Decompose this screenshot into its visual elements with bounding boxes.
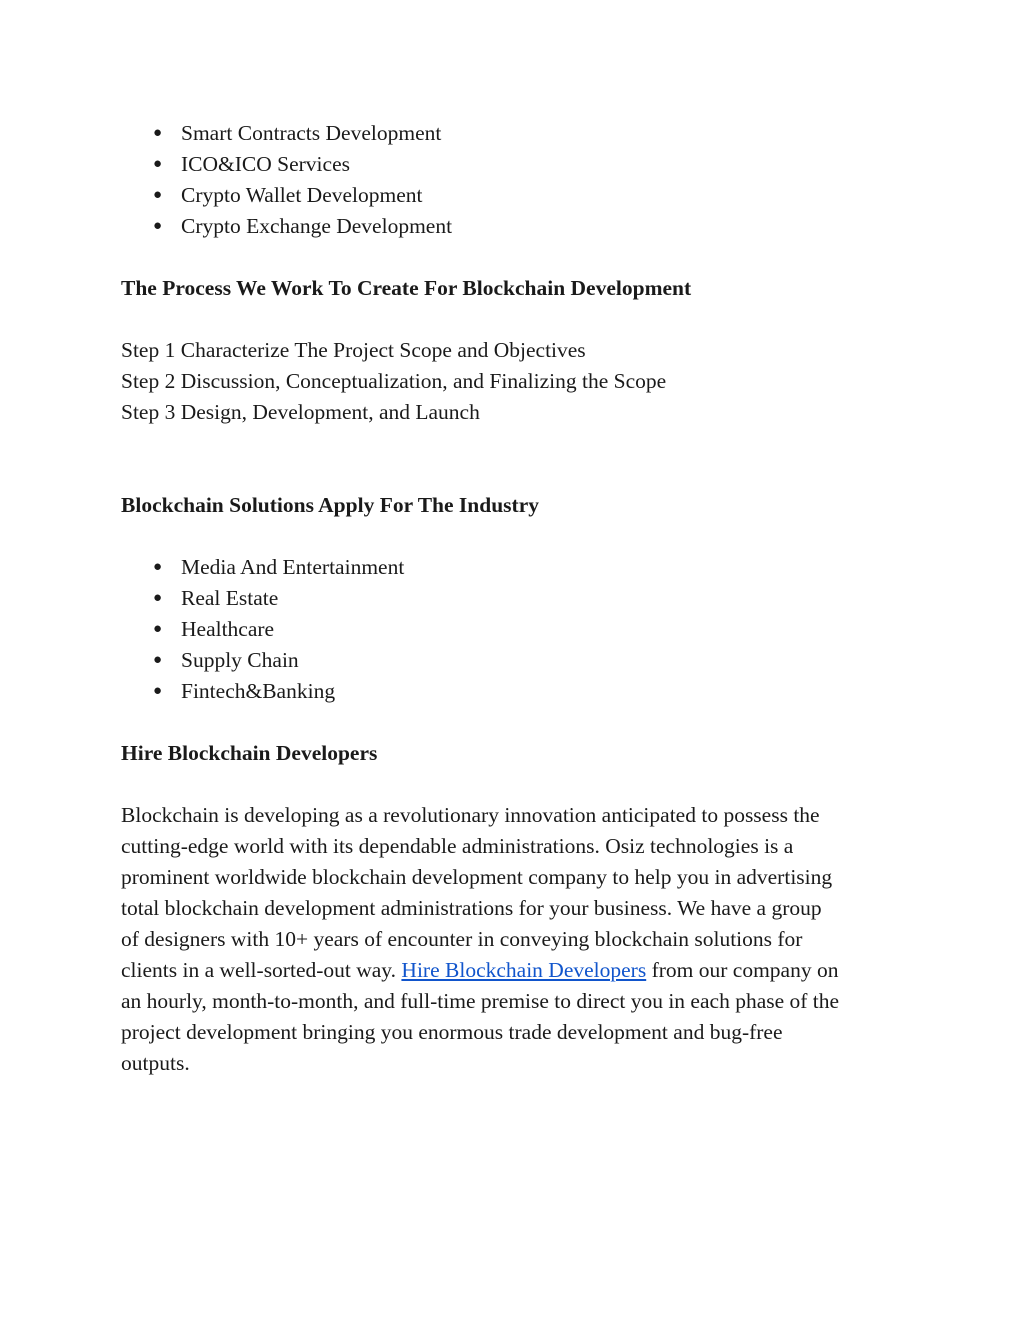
hire-developers-link[interactable]: Hire Blockchain Developers: [401, 958, 647, 982]
process-step: Step 1 Characterize The Project Scope and Objectives: [121, 338, 586, 362]
bullet-icon: ●: [153, 683, 163, 699]
paragraph-line: an hourly, month-to-month, and full-time premise to direct you in each phase of the: [121, 989, 840, 1013]
paragraph-line: prominent worldwide blockchain development company to help you in advertising: [121, 865, 833, 889]
paragraph-line: cutting-edge world with its dependable administrations. Osiz technologies is a: [121, 834, 794, 858]
hire-heading: Hire Blockchain Developers: [121, 741, 378, 765]
list-item: ● Healthcare: [121, 614, 911, 645]
hire-paragraph: [121, 800, 911, 1079]
paragraph-line: clients in a well-sorted-out way. Hire Blockchain Developers from our company on: [121, 958, 839, 982]
paragraph-line: total blockchain development administrations for your business. We have a group: [121, 896, 822, 920]
industry-list: [121, 552, 911, 707]
paragraph-line: Blockchain is developing as a revolutionary innovation anticipated to possess the: [121, 803, 820, 827]
paragraph-line: outputs.: [121, 1051, 190, 1075]
list-item: ● Fintech&Banking: [121, 676, 911, 707]
services-list: [121, 118, 911, 242]
process-step: Step 2 Discussion, Conceptualization, and Finalizing the Scope: [121, 369, 667, 393]
list-item: ● Smart Contracts Development: [121, 118, 911, 149]
paragraph-line: project development bringing you enormous trade development and bug-free: [121, 1020, 783, 1044]
bullet-icon: ●: [153, 218, 163, 234]
bullet-icon: ●: [153, 590, 163, 606]
bullet-icon: ●: [153, 187, 163, 203]
bullet-icon: ●: [153, 156, 163, 172]
list-item: ● Real Estate: [121, 583, 911, 614]
bullet-icon: ●: [153, 652, 163, 668]
list-item: ● Media And Entertainment: [121, 552, 911, 583]
list-item: ● Supply Chain: [121, 645, 911, 676]
process-steps: [121, 335, 911, 428]
paragraph-line: of designers with 10+ years of encounter in conveying blockchain solutions for: [121, 927, 803, 951]
process-heading: The Process We Work To Create For Blockchain Development: [121, 276, 692, 300]
list-item: ● Crypto Exchange Development: [121, 211, 911, 242]
bullet-icon: ●: [153, 621, 163, 637]
process-step: Step 3 Design, Development, and Launch: [121, 400, 480, 424]
list-item: ● Crypto Wallet Development: [121, 180, 911, 211]
industry-heading: Blockchain Solutions Apply For The Industry: [121, 493, 539, 517]
document-page: [121, 118, 911, 1079]
bullet-icon: ●: [153, 125, 163, 141]
list-item: ● ICO&ICO Services: [121, 149, 911, 180]
bullet-icon: ●: [153, 559, 163, 575]
